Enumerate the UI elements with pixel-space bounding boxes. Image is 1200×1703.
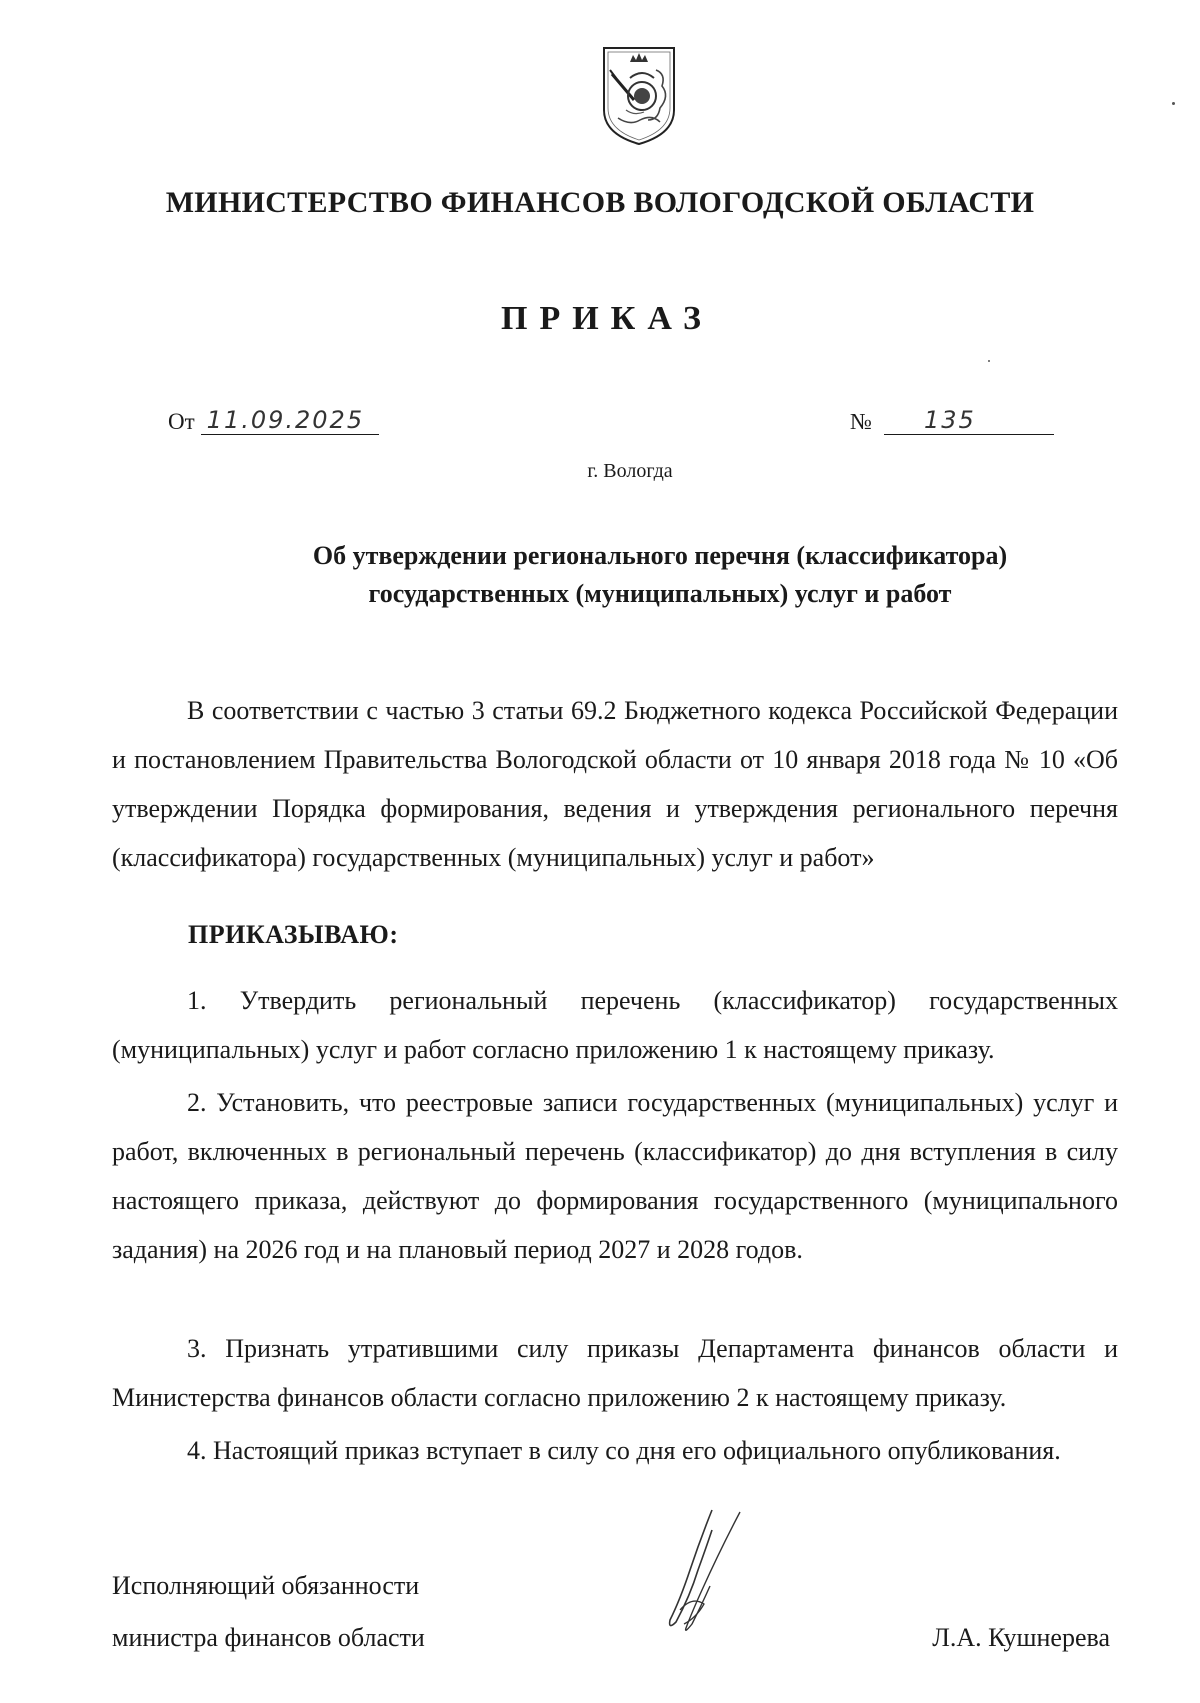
document-type: ПРИКАЗ: [501, 300, 713, 337]
position-line-1: Исполняющий обязанности: [112, 1571, 420, 1600]
position-line-2: министра финансов области: [112, 1623, 425, 1652]
signatory-position: [112, 1560, 425, 1664]
ministry-name: МИНИСТЕРСТВО ФИНАНСОВ ВОЛОГОДСКОЙ ОБЛАСТИ: [165, 186, 1035, 219]
date-value: 11.09.2025: [201, 408, 379, 435]
order-item-2: 2. Установить, что реестровые записи государственных (муниципальных) услуг и работ, включенных в региональный перечень (классификатор) до дня вступления в силу настоящего приказа, действуют до формирования государственного (муниципального задания) на 2026 год и на плановый период 2027 и 2028 годов.: [112, 1088, 1118, 1264]
title-line-1: Об утверждении регионального перечня (классификатора): [312, 541, 1008, 570]
number-label: №: [850, 409, 872, 434]
document-title: [160, 537, 1160, 613]
date-line: [168, 408, 379, 435]
order-item-4: 4. Настоящий приказ вступает в силу со дня его официального опубликования.: [187, 1436, 1061, 1465]
city: г. Вологда: [587, 460, 673, 482]
vologda-coat-of-arms-icon: [600, 44, 678, 148]
date-label: От: [168, 409, 195, 434]
number-value: 135: [884, 408, 1054, 435]
order-item-1: 1. Утвердить региональный перечень (классификатор) государственных (муниципальных) услуг и работ согласно приложению 1 к настоящему приказу.: [112, 986, 1118, 1064]
handwritten-signature: [640, 1500, 770, 1650]
number-line: [850, 408, 1054, 435]
scan-speck: [988, 360, 990, 362]
order-word: ПРИКАЗЫВАЮ:: [188, 920, 399, 949]
title-line-2: государственных (муниципальных) услуг и работ: [368, 579, 952, 608]
order-item-3: 3. Признать утратившими силу приказы Департамента финансов области и Министерства финансов области согласно приложению 2 к настоящему приказу.: [112, 1334, 1118, 1412]
scan-speck: [1172, 102, 1175, 105]
preamble-paragraph: В соответствии с частью 3 статьи 69.2 Бюджетного кодекса Российской Федерации и постановлением Правительства Вологодской области от 10 января 2018 года № 10 «Об утверждении Порядка формирования, ведения и утверждения регионального перечня (классификатора) государственных (муниципальных) услуг и работ»: [112, 696, 1118, 872]
signatory-name: Л.А. Кушнерева: [932, 1623, 1110, 1652]
